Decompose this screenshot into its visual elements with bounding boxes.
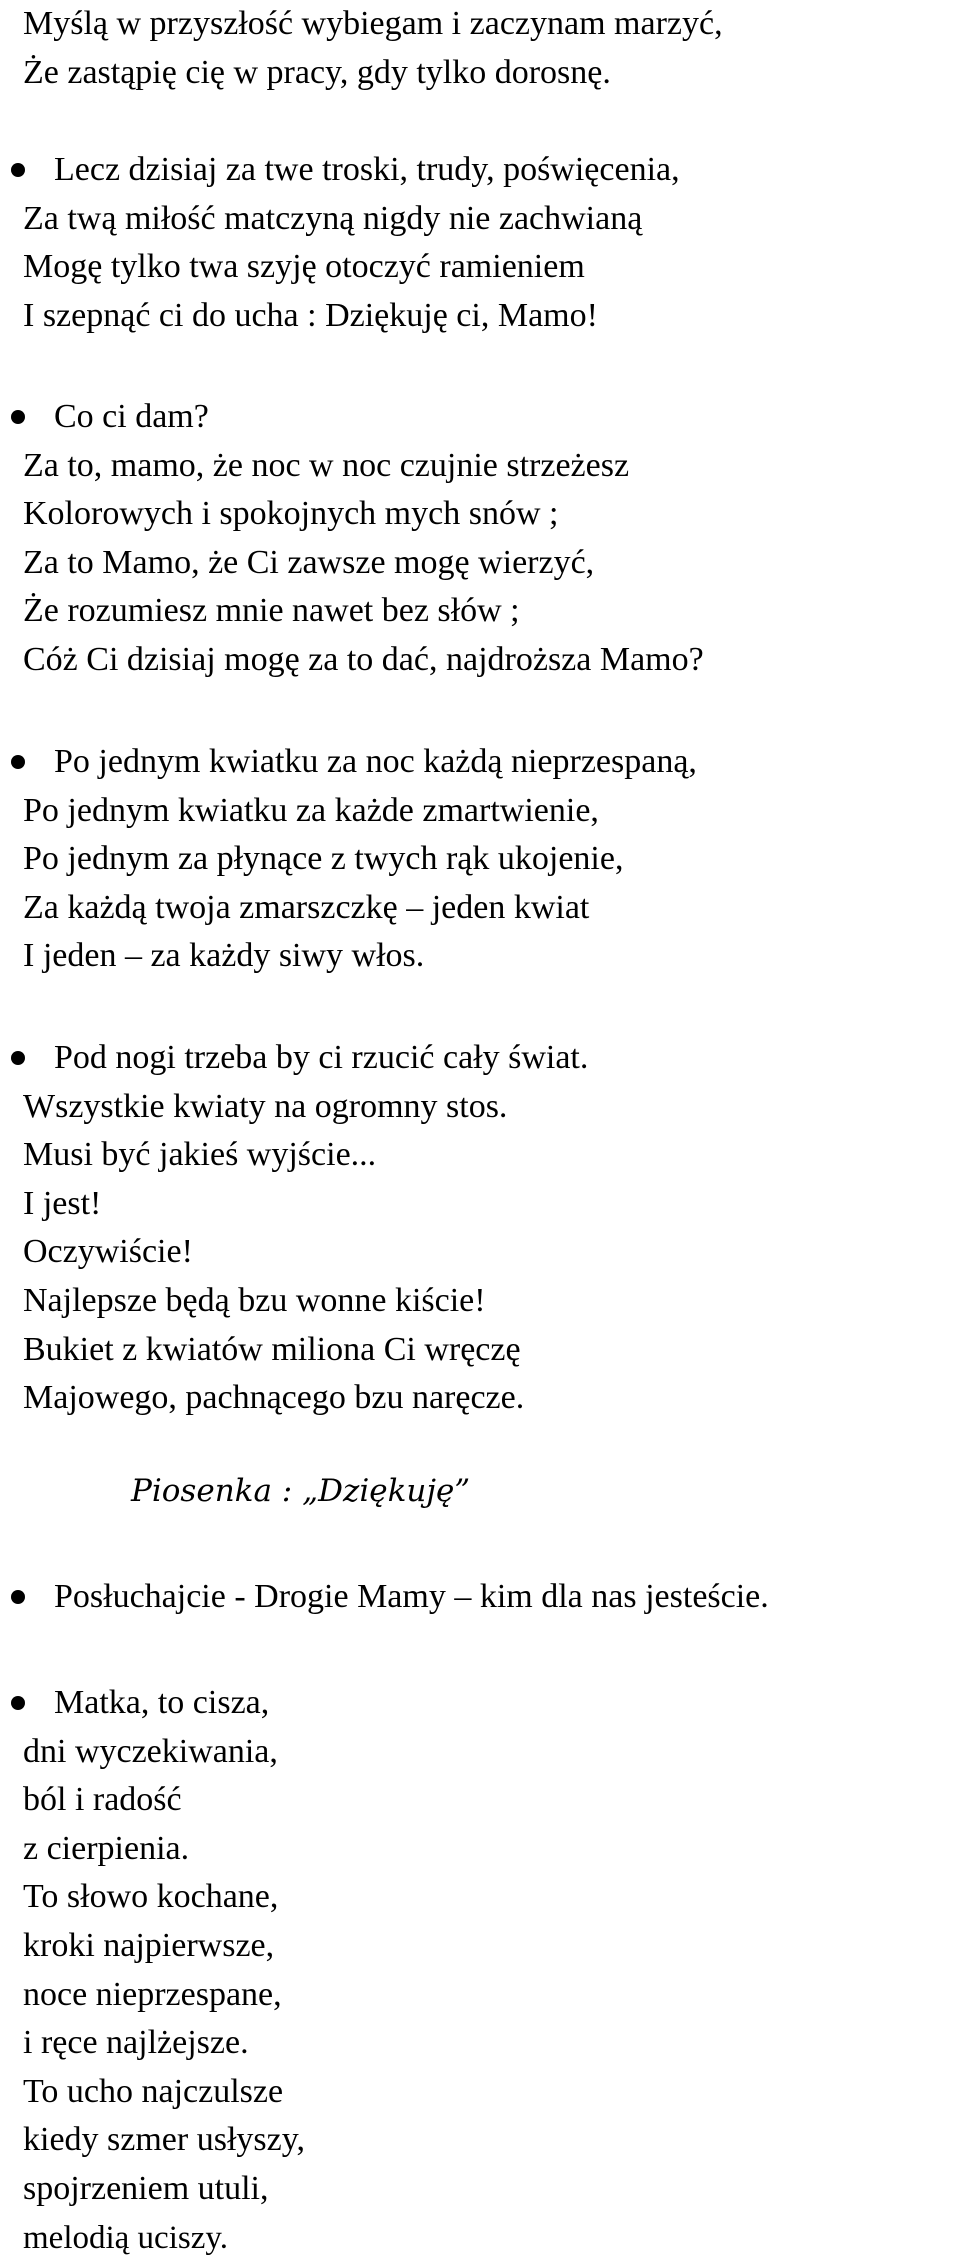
poem-line: i ręce najlżejsze.	[23, 2024, 249, 2062]
stanza-5	[23, 1034, 960, 1423]
bullet-dot-icon	[11, 755, 25, 769]
poem-line: To słowo kochane,	[23, 1878, 279, 1916]
bullet-dot-icon	[11, 163, 25, 177]
poem-line: Lecz dzisiaj za twe troski, trudy, poświęcenia,	[54, 151, 680, 188]
poem-line: Kolorowych i spokojnych mych snów ;	[23, 495, 559, 533]
poem-line: Że rozumiesz mnie nawet bez słów ;	[23, 592, 520, 630]
stanza-2	[23, 146, 960, 340]
poem-line: I jest!	[23, 1184, 102, 1222]
poem-line: I szepnąć ci do ucha : Dziękuję ci, Mamo!	[23, 296, 598, 334]
bullet-line	[23, 1679, 960, 1728]
poem-line: Majowego, pachnącego bzu naręcze.	[23, 1379, 525, 1417]
announcement	[23, 1573, 960, 1622]
poem-line: Myślą w przyszłość wybiegam i zaczynam marzyć,	[23, 5, 723, 42]
poem-line: Po jednym kwiatku za noc każdą nieprzespaną,	[54, 743, 697, 780]
poem-line: Musi być jakieś wyjście...	[23, 1136, 377, 1174]
poem-line: To ucho najczulsze	[23, 2072, 284, 2110]
poem-line: Za twą miłość matczyną nigdy nie zachwianą	[23, 199, 643, 237]
poem-line: Wszystkie kwiaty na ogromny stos.	[23, 1087, 508, 1125]
poem-line: z cierpienia.	[23, 1829, 190, 1867]
poem-line: Co ci dam?	[54, 398, 209, 435]
bullet-dot-icon	[11, 1590, 25, 1604]
stanza-3	[23, 393, 960, 685]
poem-line: melodią uciszy.	[23, 2219, 228, 2256]
bullet-line	[23, 1034, 960, 1083]
poem-line: Pod nogi trzeba by ci rzucić cały świat.	[54, 1039, 589, 1076]
poem-line: Bukiet z kwiatów miliona Ci wręczę	[23, 1330, 521, 1368]
poem-line: Cóż Ci dzisiaj mogę za to dać, najdroższa Mamo?	[23, 640, 704, 678]
stanza-4	[23, 738, 960, 981]
poem-line: Najlepsze będą bzu wonne kiście!	[23, 1281, 486, 1319]
poem-line: dni wyczekiwania,	[23, 1732, 278, 1770]
bullet-dot-icon	[11, 410, 25, 424]
poem-line: Oczywiście!	[23, 1233, 193, 1271]
poem-line: ból i radość	[23, 1781, 182, 1819]
bullet-line	[23, 738, 960, 787]
poem-line: kroki najpierwsze,	[23, 1926, 275, 1964]
song-note: Piosenka : „Dziękuję”	[131, 1473, 471, 1509]
poem-line: Za to, mamo, że noc w noc czujnie strzeżesz	[23, 446, 630, 484]
poem-line: spojrzeniem utuli,	[23, 2169, 269, 2207]
stanza-1	[23, 0, 960, 97]
bullet-dot-icon	[11, 1696, 25, 1710]
poem-line: Matka, to cisza,	[54, 1684, 270, 1721]
poem-line: Po jednym kwiatku za każde zmartwienie,	[23, 791, 599, 829]
announcement-text: Posłuchajcie - Drogie Mamy – kim dla nas jesteście.	[54, 1578, 769, 1615]
poem-line: I jeden – za każdy siwy włos.	[23, 937, 425, 975]
poem-line: Po jednym za płynące z twych rąk ukojenie,	[23, 840, 624, 878]
poem-line: Za to Mamo, że Ci zawsze mogę wierzyć,	[23, 543, 595, 581]
poem-line: kiedy szmer usłyszy,	[23, 2121, 306, 2159]
bullet-line	[23, 393, 960, 442]
poem-line: Że zastąpię cię w pracy, gdy tylko dorosnę.	[23, 53, 611, 91]
poem-line: Za każdą twoja zmarszczkę – jeden kwiat	[23, 888, 590, 926]
bullet-dot-icon	[11, 1051, 25, 1065]
bullet-line	[23, 1573, 960, 1622]
bullet-line	[23, 146, 960, 195]
poem-line: noce nieprzespane,	[23, 1975, 282, 2013]
final-stanza	[23, 1679, 960, 2262]
poem-line: Mogę tylko twa szyję otoczyć ramieniem	[23, 248, 585, 286]
